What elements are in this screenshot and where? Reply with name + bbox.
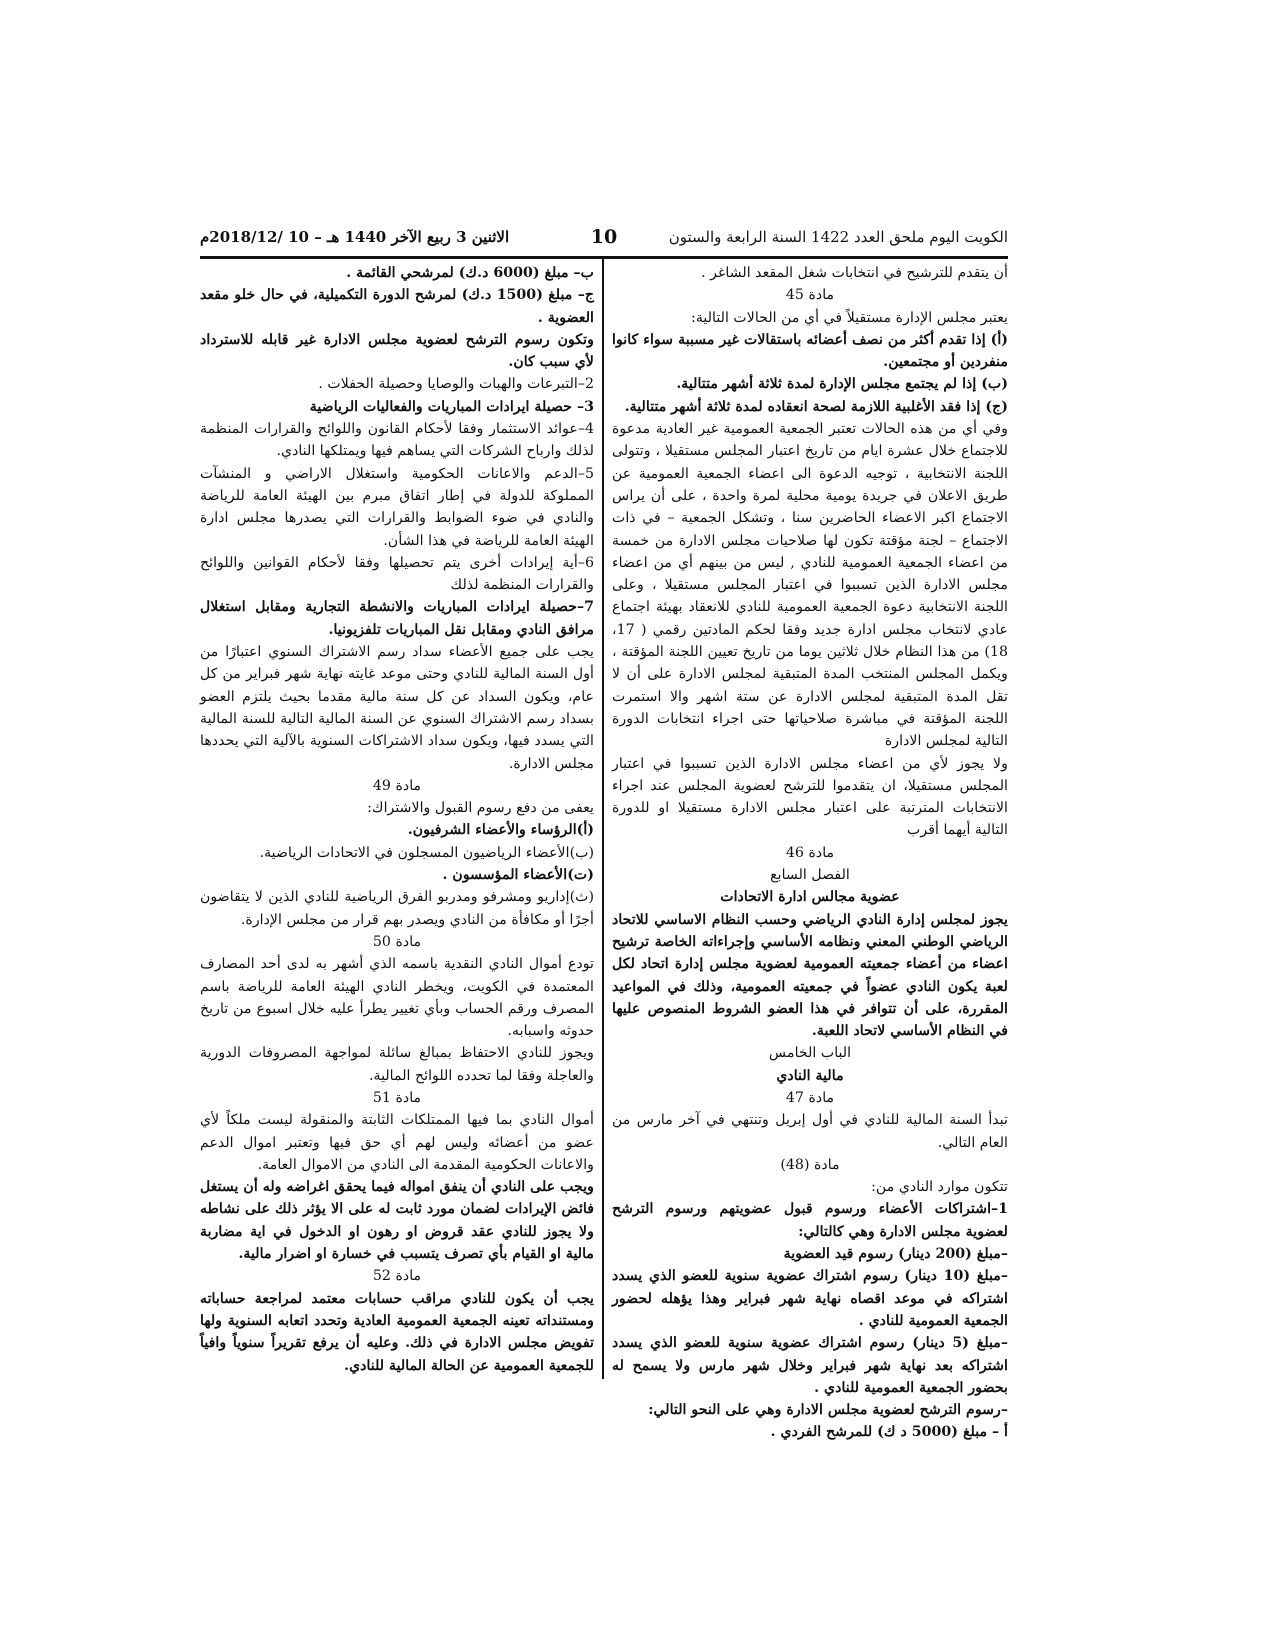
column-divider [602,259,604,1379]
paragraph: (أ) إذا تقدم أكثر من نصف أعضائه باستقالات غير مسببة سواء كانوا منفردين أو مجتمعين. [612,331,1008,371]
left-column [200,262,594,1377]
page-header [200,226,1008,256]
paragraph: –مبلغ (10 دينار) رسوم اشتراك عضوية سنوية للعضو الذي يسدد اشتراكه في موعد اقصاه نهاية شهر فبراير وهذا يؤهله لحضور الجمعية العمومية للنادي . [612,1268,1008,1329]
section-heading: مادة 49 [372,777,422,794]
section-heading: مادة 45 [785,287,835,304]
paragraph: يعفى من دفع رسوم القبول والاشتراك: [367,800,594,817]
page-number: 10 [590,226,618,248]
paragraph: 2–التبرعات والهبات والوصايا وحصيلة الحفلات . [318,376,594,393]
paragraph: يعتبر مجلس الإدارة مستقيلاً في أي من الحالات التالية: [691,309,1008,326]
paragraph: –مبلغ (5 دينار) رسوم اشتراك عضوية سنوية للعضو الذي يسدد اشتراكه بعد نهاية شهر فبراير وخلال شهر مارس ولا يسمح له بحضور الجمعية العمومية للنادي . [612,1335,1009,1396]
paragraph: –رسوم الترشح لعضوية مجلس الادارة وهي على النحو التالي: [648,1402,1008,1419]
paragraph: 4–عوائد الاستثمار وفقا لأحكام القانون واللوائح والقرارات المنظمة لذلك وارباح الشركات التي يساهم فيها ويمتلكها النادي. [200,421,594,460]
paragraph: تودع أموال النادي النقدية باسمه الذي أشهر به لدى أحد المصارف المعتمدة في الكويت، ويخطر النادي الهيئة العامة للرياضة باسم المصرف ورقم الحساب وبأي تغيير يطرأ عليه خلال اسبوع من تاريخ حدوثه واسبابه. [200,956,594,1040]
paragraph: وتكون رسوم الترشح لعضوية مجلس الادارة غير قابله للاسترداد لأي سبب كان. [200,331,594,371]
paragraph: 7–حصيلة ايرادات المباريات والانشطة التجارية ومقابل استغلال مرافق النادي ومقابل نقل المباريات تلفزيونيا. [200,599,594,638]
paragraph: 6–أية إيرادات أخرى يتم تحصيلها وفقا لأحكام القوانين واللوائح والقرارات المنظمة لذلك [200,554,594,594]
paragraph: (ث)إداريو ومشرفو ومدربو الفرق الرياضية للنادي الذين لا يتقاضون أجرًا أو مكافأة من النادي ويصدر بهم قرار من مجلس الإدارة. [200,889,594,928]
section-heading: الباب الخامس [768,1045,852,1062]
section-heading: الفصل السابع [770,867,850,884]
header-publication: الكويت اليوم ملحق العدد 1422 السنة الرابعة والستون [668,228,1008,246]
paragraph: 3– حصيلة ايرادات المباريات والفعاليات الرياضية [309,398,594,415]
paragraph: ج– مبلغ (1500 د.ك) لمرشح الدورة التكميلية، في حال خلو مقعد العضوية . [200,287,594,326]
paragraph: يجب أن يكون للنادي مراقب حسابات معتمد لمراجعة حساباته ومستنداته تعينه الجمعية العمومية العادية وتحدد اتعابه السنوية ولها تفويض مجلس الادارة في ذلك. وعليه أن يرفع تقريراً سنوياً وافياً للجمعية العمومية عن الحالة المالية للنادي. [200,1290,594,1374]
paragraph: 5–الدعم والاعانات الحكومية واستغلال الاراضي و المنشآت المملوكة للدولة في إطار اتفاق مبرم بين الهيئة العامة للرياضة والنادي في ضوء الضوابط والقرارات التي يصدرها مجلس ادارة الهيئة العامة للرياضة في هذا الشأن. [200,465,594,549]
paragraph: –مبلغ (200 دينار) رسوم قيد العضوية [783,1246,1008,1263]
section-heading: مادة (48) [780,1156,840,1173]
section-heading: عضوية مجالس ادارة الاتحادات [720,889,900,906]
header-rule [200,256,1008,259]
section-heading: مادة 52 [372,1268,422,1285]
right-column [612,262,1008,1444]
paragraph: ب– مبلغ (6000 د.ك) لمرشحي القائمة . [346,265,594,281]
paragraph: أ – مبلغ (5000 د ك) للمرشح الفردي . [770,1424,1008,1441]
paragraph: أموال النادي بما فيها الممتلكات الثابتة والمنقولة ليست ملكاً لأي عضو من أعضائه وليس لهم أي حق فيها وتعتبر اموال الدعم والاعانات الحكومية المقدمة الى النادي من الاموال العامة. [200,1112,594,1173]
paragraph: يجب على جميع الأعضاء سداد رسم الاشتراك السنوي اعتبارًا من أول السنة المالية للنادي وحتى موعد غايته نهاية شهر فبراير من كل عام، ويكون السداد عن كل سنة مالية مقدما بحيث يلتزم العضو بسداد رسم الاشتراك السنوي عن السنة المالية التالية للسنة المالية التي يسدد فيها، ويكون سداد الاشتراكات السنوية بالآلية التي يحددها مجلس الادارة. [200,644,594,772]
paragraph: 1–اشتراكات الأعضاء ورسوم قبول عضويتهم ورسوم الترشح لعضوية مجلس الادارة وهي كالتالي: [612,1201,1008,1240]
section-heading: مادة 50 [372,933,422,950]
section-heading: مالية النادي [776,1067,844,1084]
paragraph: تبدأ السنة المالية للنادي في أول إبريل وتنتهي في آخر مارس من العام التالي. [612,1112,1008,1151]
paragraph: (ت)الأعضاء المؤسسون . [442,867,594,884]
paragraph: (ب)الأعضاء الرياضيون المسجلون في الاتحادات الرياضية. [259,844,594,861]
paragraph: (ج) إذا فقد الأغلبية اللازمة لصحة انعقاده لمدة ثلاثة أشهر متتالية. [624,398,1008,415]
paragraph: تتكون موارد النادي من: [871,1179,1008,1196]
paragraph: ويجوز للنادي الاحتفاظ بمبالغ سائلة لمواجهة المصروفات الدورية والعاجلة وفقا لما تحدده اللوائح المالية. [200,1045,594,1084]
paragraph: يجوز لمجلس إدارة النادي الرياضي وحسب النظام الاساسي للاتحاد الرياضي الوطني المعني ونظامه الأساسي وإجراءاته الخاصة ترشيح اعضاء من أعضاء جمعيته العمومية لعضوية مجلس إدارة اتحاد لكل لعبة يكون النادي عضواً في جمعيته العمومية، وذلك في المواعيد المقررة، على أن تتوافر في هذا العضو الشروط المنصوص عليها في النظام الأساسي لاتحاد اللعبة. [612,911,1008,1040]
section-heading: مادة 46 [785,844,835,861]
header-date: الاثنين 3 ربيع الآخر 1440 هـ – 10 /2018/12م [200,228,510,246]
paragraph: ولا يجوز لأي من اعضاء مجلس الادارة الذين تسببوا في اعتبار المجلس مستقيلا، ان يتقدموا للترشح لعضوية المجلس عند اجراء الانتخابات المترتبة على اعتبار مجلس الادارة مستقيلا او للدورة التالية أيهما أقرب [612,755,1008,839]
paragraph: (ب) إذا لم يجتمع مجلس الإدارة لمدة ثلاثة أشهر متتالية. [676,376,1008,393]
paragraph: أن يتقدم للترشيح في انتخابات شغل المقعد الشاغر . [701,265,1008,281]
paragraph: وفي أي من هذه الحالات تعتبر الجمعية العمومية غير العادية مدعوة للاجتماع خلال عشرة ايام من تاريخ اعتبار المجلس مستقيلا ، وتتولى اللجنة الانتخابية ، توجيه الدعوة الى اعضاء الجمعية العمومية عن طريق الاعلان في جريدة يومية محلية لمرة واحدة ، على أن يراس الاجتماع اكبر الاعضاء الحاضرين سنا ، وتشكل الجمعية – في ذات الاجتماع – لجنة مؤقتة تكون لها صلاحيات مجلس الادارة من خمسة من اعضاء الجمعية العمومية للنادي , ليس من بينهم أي من اعضاء مجلس الادارة الذين تسببوا في اعتبار المجلس مستقيلا ، وعلى اللجنة الانتخابية دعوة الجمعية العمومية للنادي للانعقاد بهيئة اجتماع عادي لانتخاب مجلس ادارة جديد وفقا لحكم المادتين رقمي ( 17، 18) من هذا النظام خلال ثلاثين يوما من تاريخ تعيين اللجنة المؤقتة ، ويكمل المجلس المنتخب المدة المتبقية لمجلس الادارة على أن لا تقل المدة المتبقية لمجلس الادارة عن ستة اشهر والا استمرت اللجنة المؤقتة في مباشرة صلاحياتها حتى اجراء انتخابات الدورة التالية لمجلس الادارة [612,421,1008,750]
section-heading: مادة 51 [372,1089,422,1106]
section-heading: مادة 47 [785,1089,835,1106]
paragraph: (أ)الرؤساء والأعضاء الشرفيون. [407,822,594,839]
paragraph: ويجب على النادي أن ينفق امواله فيما يحقق اغراضه وله أن يستغل فائض الإيرادات لضمان مورد ثابت له على الا يؤثر ذلك على نشاطه ولا يجوز للنادي عقد قروض او رهون او الدخول في اية مضاربة مالية او القيام بأي تصرف يتسبب في خسارة او اضرار مالية. [200,1179,594,1263]
